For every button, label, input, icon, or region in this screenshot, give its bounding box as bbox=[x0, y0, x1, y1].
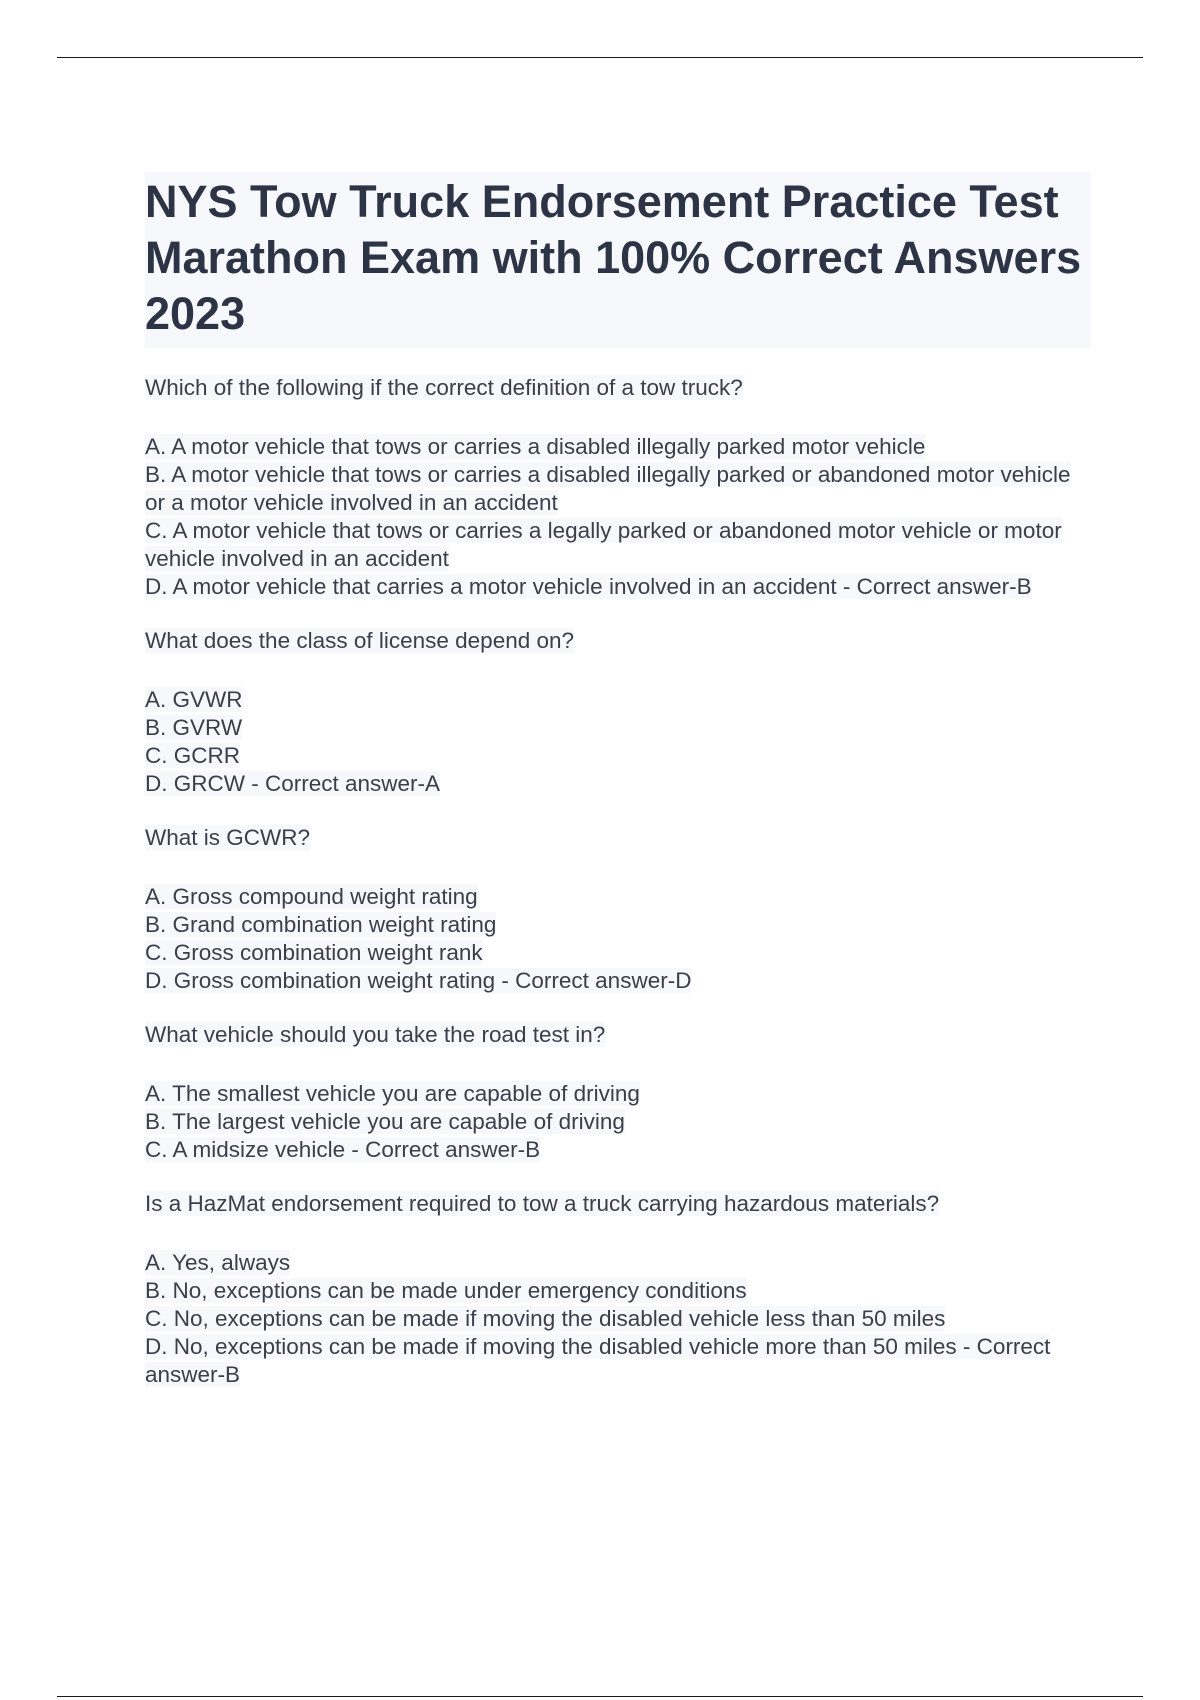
answer-options bbox=[145, 1249, 1095, 1389]
top-rule bbox=[57, 57, 1143, 58]
answer-option: D. GRCW - Correct answer-A bbox=[145, 771, 441, 796]
bottom-rule bbox=[57, 1696, 1143, 1697]
answer-option: A. Gross compound weight rating bbox=[145, 884, 478, 909]
question-block bbox=[145, 824, 1095, 995]
question-text: Which of the following if the correct definition of a tow truck? bbox=[145, 375, 743, 400]
answer-options bbox=[145, 686, 1095, 798]
answer-option: C. A midsize vehicle - Correct answer-B bbox=[145, 1137, 541, 1162]
question-text: What is GCWR? bbox=[145, 825, 311, 850]
answer-option: C. A motor vehicle that tows or carries a legally parked or abandoned motor vehicle or motor vehicle involved in an accident bbox=[145, 518, 1062, 571]
document-title: NYS Tow Truck Endorsement Practice Test Marathon Exam with 100% Correct Answers 2023 bbox=[145, 172, 1091, 348]
question-block bbox=[145, 1190, 1095, 1389]
question-text: What vehicle should you take the road test in? bbox=[145, 1022, 606, 1047]
question-text: Is a HazMat endorsement required to tow a truck carrying hazardous materials? bbox=[145, 1191, 940, 1216]
answer-option: A. Yes, always bbox=[145, 1250, 291, 1275]
answer-option: A. A motor vehicle that tows or carries a disabled illegally parked motor vehicle bbox=[145, 434, 926, 459]
question-block bbox=[145, 627, 1095, 798]
answer-option: C. No, exceptions can be made if moving the disabled vehicle less than 50 miles bbox=[145, 1306, 946, 1331]
answer-option: D. No, exceptions can be made if moving the disabled vehicle more than 50 miles - Correct answer-B bbox=[145, 1334, 1051, 1387]
answer-option: D. Gross combination weight rating - Correct answer-D bbox=[145, 968, 692, 993]
document-body bbox=[145, 172, 1095, 1415]
answer-option: A. The smallest vehicle you are capable of driving bbox=[145, 1081, 640, 1106]
answer-option: B. No, exceptions can be made under emergency conditions bbox=[145, 1278, 747, 1303]
question-block bbox=[145, 1021, 1095, 1164]
answer-option: C. Gross combination weight rank bbox=[145, 940, 483, 965]
question-text: What does the class of license depend on? bbox=[145, 628, 575, 653]
answer-option: D. A motor vehicle that carries a motor vehicle involved in an accident - Correct answer-B bbox=[145, 574, 1032, 599]
answer-options bbox=[145, 1080, 1095, 1164]
answer-options bbox=[145, 433, 1095, 601]
question-block bbox=[145, 374, 1095, 601]
answer-option: B. The largest vehicle you are capable of driving bbox=[145, 1109, 625, 1134]
answer-options bbox=[145, 883, 1095, 995]
answer-option: B. A motor vehicle that tows or carries a disabled illegally parked or abandoned motor vehicle or a motor vehicle involved in an accident bbox=[145, 462, 1071, 515]
answer-option: B. Grand combination weight rating bbox=[145, 912, 497, 937]
answer-option: B. GVRW bbox=[145, 715, 243, 740]
question-list bbox=[145, 374, 1095, 1389]
answer-option: C. GCRR bbox=[145, 743, 240, 768]
answer-option: A. GVWR bbox=[145, 687, 243, 712]
